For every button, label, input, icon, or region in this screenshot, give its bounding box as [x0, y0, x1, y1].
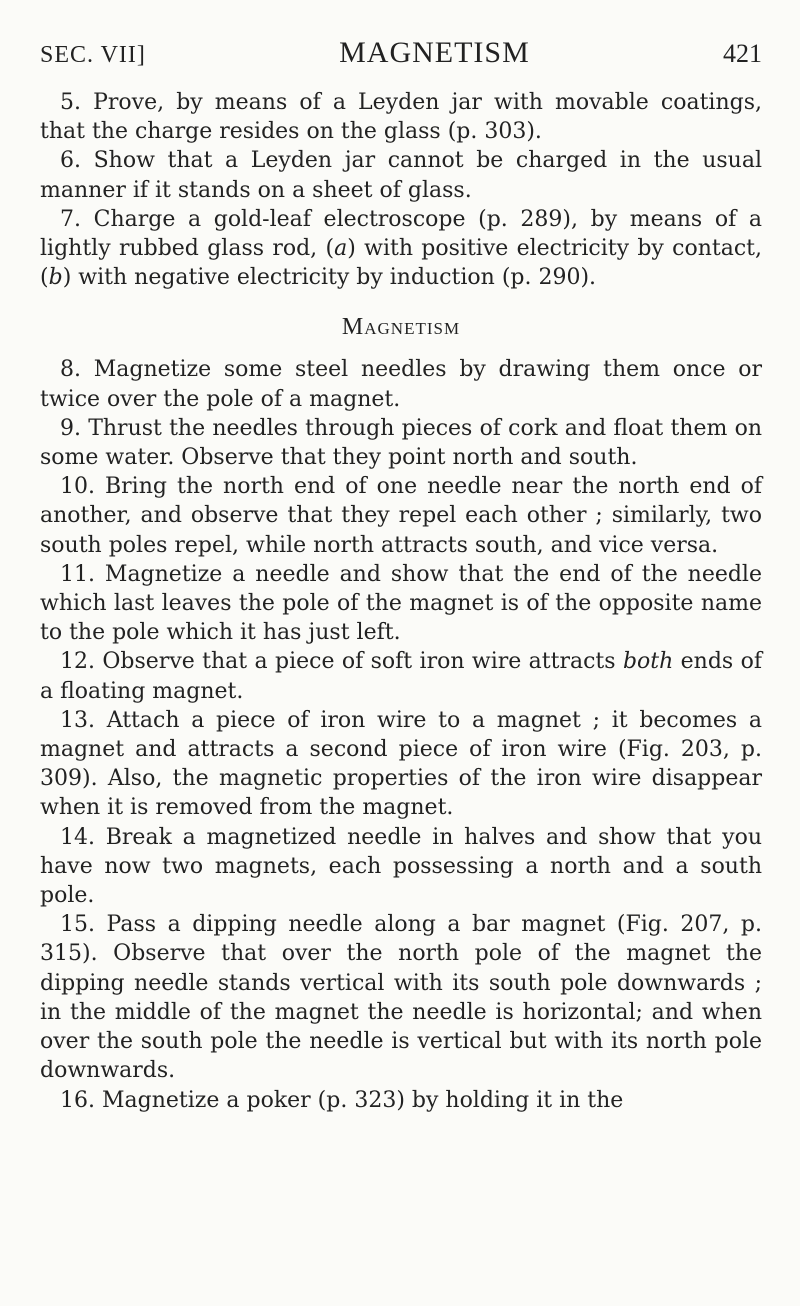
page-number: 421 — [723, 39, 762, 68]
exercise-13: 13. Attach a piece of iron wire to a magnet ; it becomes a magnet and attracts a second piece of iron wire (Fig. 203, p. 309). Also, the magnetic properties of the iron wire disappear when it is removed from the magnet. — [40, 707, 762, 821]
section-heading: Magnetism — [341, 314, 461, 341]
exercise-12: 12. Observe that a piece of soft iron wire attracts both ends of a floating magnet. — [40, 649, 762, 704]
exercise-9: 9. Thrust the needles through pieces of cork and float them on some water. Observe that they point north and south. — [40, 415, 762, 471]
exercise-14: 14. Break a magnetized needle in halves and show that you have now two magnets, each possessing a north and a south pole. — [40, 824, 762, 909]
exercise-7: 7. Charge a gold-leaf electroscope (p. 289), by means of a lightly rubbed glass rod, (a) with positive electricity by contact, (b) with negative electricity by induction (p. 290). — [40, 206, 762, 291]
exercise-10: 10. Bring the north end of one needle near the north end of another, and observe that they repel each other ; similarly, two south poles repel, while north attracts south, and vice versa. — [40, 474, 762, 558]
exercise-8: 8. Magnetize some steel needles by drawing them once or twice over the pole of a magnet. — [40, 357, 762, 412]
exercise-6: 6. Show that a Leyden jar cannot be charged in the usual manner if it stands on a sheet of glass. — [40, 148, 762, 203]
exercise-11: 11. Magnetize a needle and show that the end of the needle which last leaves the pole of the magnet is of the opposite name to the pole which it has just left. — [40, 561, 762, 646]
book-page — [40, 36, 762, 1115]
section-label: SEC. VII] — [40, 42, 146, 68]
running-head — [40, 36, 762, 88]
page-title: MAGNETISM — [339, 36, 530, 69]
exercise-15: 15. Pass a dipping needle along a bar magnet (Fig. 207, p. 315). Observe that over the north pole of the magnet the dipping needle stands vertical with its south pole downwards ; in the middle of the magnet the needle is horizontal; and when over the south pole the needle is vertical but with its north pole downwards. — [40, 912, 762, 1084]
exercise-16: 16. Magnetize a poker (p. 323) by holding it in the — [60, 1087, 624, 1113]
exercise-5: 5. Prove, by means of a Leyden jar with movable coatings, that the charge resides on the glass (p. 303). — [40, 90, 762, 145]
